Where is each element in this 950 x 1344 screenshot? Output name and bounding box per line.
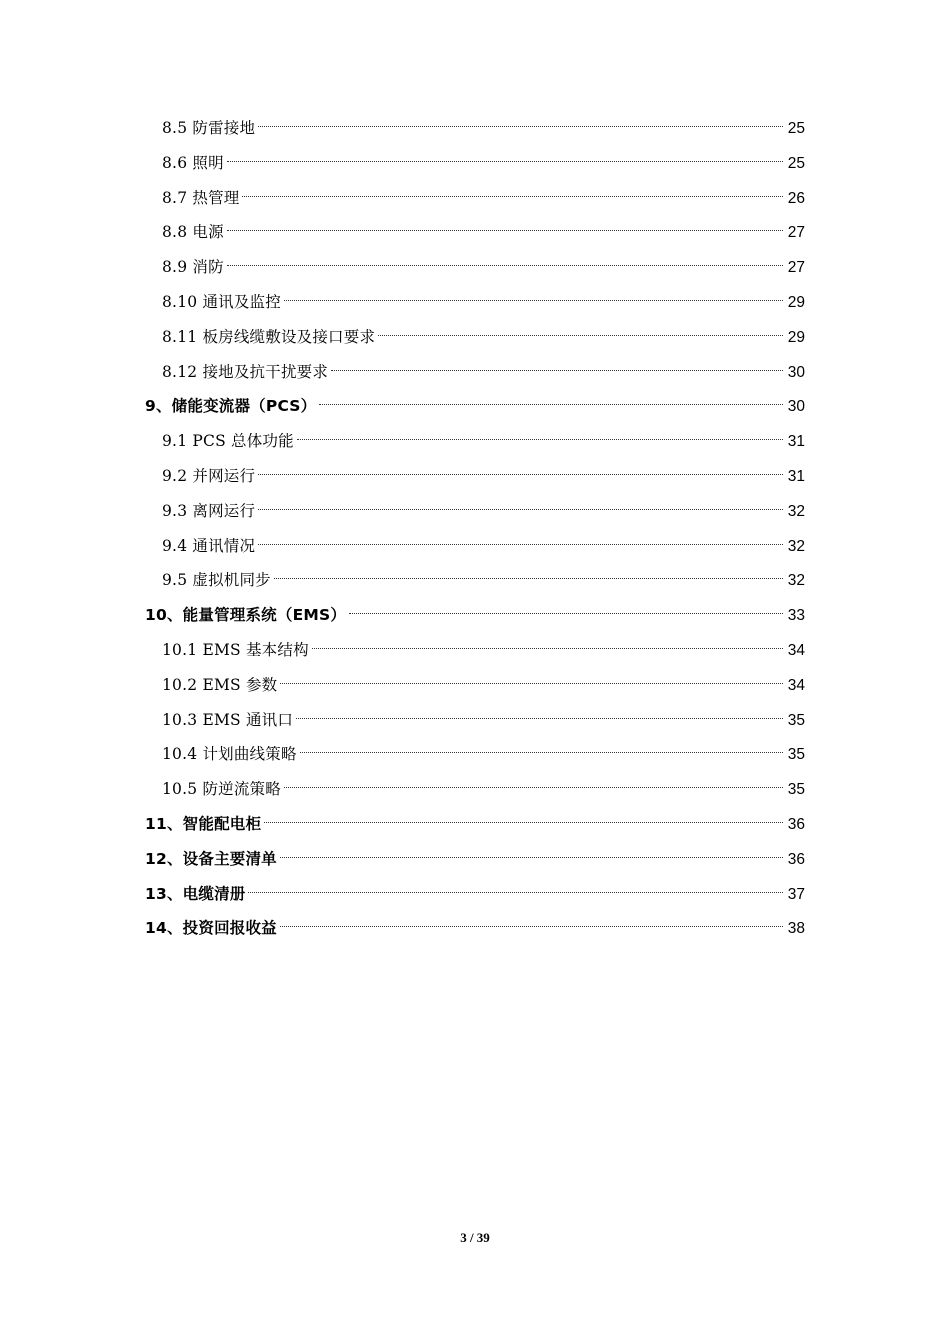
toc-entry-page-number[interactable]: 27 bbox=[787, 259, 805, 277]
toc-entry-page-number[interactable]: 26 bbox=[787, 189, 805, 207]
toc-dot-leader bbox=[258, 509, 783, 510]
toc-dot-leader bbox=[319, 404, 783, 405]
toc-dot-leader bbox=[312, 648, 783, 649]
toc-entry[interactable] bbox=[0, 215, 950, 249]
toc-entry-title[interactable]: 8.5 防雷接地 bbox=[162, 119, 256, 137]
toc-entry-page-number[interactable]: 25 bbox=[787, 120, 805, 137]
toc-entry-page-number[interactable]: 38 bbox=[787, 920, 805, 938]
toc-entry[interactable] bbox=[0, 459, 950, 493]
toc-dot-leader bbox=[264, 822, 783, 823]
toc-entry[interactable] bbox=[0, 737, 950, 771]
toc-entry-page-number[interactable]: 32 bbox=[787, 502, 805, 520]
toc-entry-page-number[interactable]: 34 bbox=[787, 676, 805, 694]
page-number: 3 / 39 bbox=[460, 1230, 490, 1245]
toc-entry[interactable] bbox=[0, 111, 950, 145]
toc-entry[interactable] bbox=[0, 181, 950, 215]
toc-dot-leader bbox=[242, 196, 783, 197]
toc-entry-page-number[interactable]: 31 bbox=[787, 433, 805, 451]
toc-entry-page-number[interactable]: 33 bbox=[787, 607, 805, 625]
toc-entry-title[interactable]: 8.8 电源 bbox=[162, 223, 224, 242]
toc-entry[interactable] bbox=[0, 911, 950, 945]
toc-entry-title[interactable]: 9.2 并网运行 bbox=[162, 467, 256, 485]
toc-entry-title[interactable]: 11、智能配电柜 bbox=[145, 815, 262, 833]
toc-entry[interactable] bbox=[0, 250, 950, 284]
toc-dot-leader bbox=[296, 718, 783, 719]
toc-dot-leader bbox=[300, 752, 783, 753]
toc-dot-leader bbox=[297, 439, 783, 440]
toc-entry[interactable] bbox=[0, 285, 950, 319]
toc-dot-leader bbox=[227, 161, 783, 162]
toc-entry-title[interactable]: 8.9 消防 bbox=[162, 258, 224, 277]
toc-entry-page-number[interactable]: 34 bbox=[787, 642, 805, 659]
toc-entry-page-number[interactable]: 25 bbox=[787, 154, 805, 172]
toc-entry-page-number[interactable]: 30 bbox=[787, 363, 805, 381]
toc-entry-title[interactable]: 10、能量管理系统（EMS） bbox=[145, 606, 347, 625]
toc-dot-leader bbox=[274, 578, 783, 579]
toc-dot-leader bbox=[349, 613, 783, 614]
toc-entry-title[interactable]: 8.7 热管理 bbox=[162, 188, 240, 207]
toc-dot-leader bbox=[258, 474, 783, 475]
toc-entry-title[interactable]: 8.6 照明 bbox=[162, 153, 224, 172]
toc-entry[interactable] bbox=[0, 424, 950, 458]
toc-entry-page-number[interactable]: 32 bbox=[787, 572, 805, 590]
toc-entry[interactable] bbox=[0, 320, 950, 354]
toc-entry-page-number[interactable]: 35 bbox=[787, 711, 805, 729]
toc-dot-leader bbox=[248, 892, 783, 893]
toc-entry-title[interactable]: 10.1 EMS 基本结构 bbox=[162, 641, 309, 659]
toc-entry-page-number[interactable]: 30 bbox=[787, 398, 805, 416]
toc-entry-title[interactable]: 8.12 接地及抗干扰要求 bbox=[162, 362, 329, 381]
toc-dot-leader bbox=[280, 857, 783, 858]
toc-entry-title[interactable]: 9.3 离网运行 bbox=[162, 501, 256, 520]
toc-entry[interactable] bbox=[0, 772, 950, 806]
toc-entry[interactable] bbox=[0, 563, 950, 597]
toc-dot-leader bbox=[227, 265, 783, 266]
toc-entry[interactable] bbox=[0, 842, 950, 876]
toc-entry-title[interactable]: 9.4 通讯情况 bbox=[162, 536, 256, 555]
toc-entry-page-number[interactable]: 36 bbox=[787, 816, 805, 833]
toc-entry-title[interactable]: 8.10 通讯及监控 bbox=[162, 293, 281, 311]
toc-entry[interactable] bbox=[0, 807, 950, 841]
toc-entry-page-number[interactable]: 29 bbox=[787, 328, 805, 346]
toc-dot-leader bbox=[284, 787, 783, 788]
toc-entry-page-number[interactable]: 35 bbox=[787, 746, 805, 764]
toc-entry-title[interactable]: 9、储能变流器（PCS） bbox=[145, 397, 317, 416]
toc-dot-leader bbox=[331, 370, 783, 371]
toc-entry[interactable] bbox=[0, 529, 950, 563]
toc-entry-title[interactable]: 14、投资回报收益 bbox=[145, 919, 277, 938]
toc-entry[interactable] bbox=[0, 703, 950, 737]
toc-entry-page-number[interactable]: 31 bbox=[787, 468, 805, 485]
toc-entry[interactable] bbox=[0, 633, 950, 667]
toc-entry-title[interactable]: 10.2 EMS 参数 bbox=[162, 675, 278, 694]
toc-dot-leader bbox=[284, 300, 783, 301]
toc-dot-leader bbox=[378, 335, 783, 336]
toc-entry[interactable] bbox=[0, 877, 950, 911]
toc-entry-title[interactable]: 10.4 计划曲线策略 bbox=[162, 745, 297, 764]
toc-dot-leader bbox=[227, 230, 783, 231]
toc-entry-page-number[interactable]: 35 bbox=[787, 781, 805, 799]
toc-entry-title[interactable]: 9.5 虚拟机同步 bbox=[162, 571, 271, 590]
toc-entry-title[interactable]: 10.5 防逆流策略 bbox=[162, 780, 281, 799]
toc-entry-page-number[interactable]: 27 bbox=[787, 224, 805, 242]
toc-entry-title[interactable]: 13、电缆清册 bbox=[145, 884, 246, 903]
toc-entry[interactable] bbox=[0, 668, 950, 702]
toc-entry-title[interactable]: 8.11 板房线缆敷设及接口要求 bbox=[162, 327, 376, 346]
toc-entry-page-number[interactable]: 32 bbox=[787, 537, 805, 555]
toc-entry[interactable] bbox=[0, 146, 950, 180]
toc-entry-title[interactable]: 12、设备主要清单 bbox=[145, 849, 277, 868]
toc-dot-leader bbox=[280, 926, 783, 927]
toc-entry-title[interactable]: 9.1 PCS 总体功能 bbox=[162, 432, 294, 451]
toc-entry[interactable] bbox=[0, 494, 950, 528]
toc-entry-page-number[interactable]: 29 bbox=[787, 294, 805, 311]
toc-dot-leader bbox=[258, 126, 783, 127]
toc-entry[interactable] bbox=[0, 389, 950, 423]
toc-entry-title[interactable]: 10.3 EMS 通讯口 bbox=[162, 710, 294, 729]
toc-entry[interactable] bbox=[0, 598, 950, 632]
toc-entry[interactable] bbox=[0, 355, 950, 389]
toc-dot-leader bbox=[258, 544, 783, 545]
toc-entry-page-number[interactable]: 36 bbox=[787, 850, 805, 868]
toc-dot-leader bbox=[280, 683, 783, 684]
toc-entry-page-number[interactable]: 37 bbox=[787, 885, 805, 903]
